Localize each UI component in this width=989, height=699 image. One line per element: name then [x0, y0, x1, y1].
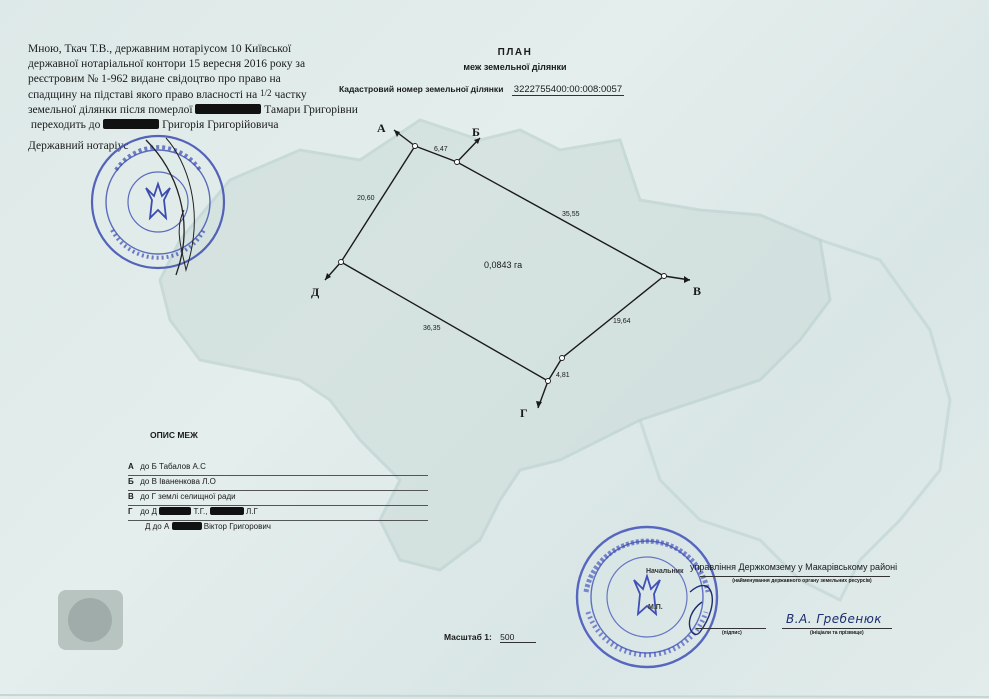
- cadastral-label: Кадастровий номер земельної ділянки: [339, 84, 504, 94]
- point-label-g: Г: [520, 406, 528, 420]
- plan-title: ПЛАН: [497, 47, 533, 58]
- redaction-bar: [172, 522, 202, 530]
- land-office-title: управління Держкомзему у Макарівському районі: [690, 562, 898, 572]
- notary-line-5a: земельної ділянки після померлої: [28, 104, 193, 117]
- notary-line-6a: переходить до: [30, 118, 101, 131]
- notary-line-5b: Тамари Григорівни: [264, 104, 358, 117]
- plan-subtitle: меж земельної ділянки: [463, 62, 567, 72]
- boundary-point: Б: [128, 477, 134, 486]
- land-office-seal-stamp: [572, 522, 722, 672]
- land-office-caption: (найменування державного органу земельних ресурсів): [732, 578, 872, 584]
- boundary-text: Д до А: [145, 522, 170, 531]
- redaction-bar: [159, 507, 191, 515]
- plot-area: 0,0843 га: [484, 260, 523, 270]
- boundary-text: Л.Г: [245, 507, 258, 516]
- boundary-point: В: [128, 492, 134, 501]
- mp-label: М.П.: [648, 604, 663, 611]
- scale-value: 500: [500, 632, 536, 643]
- boundary-text: Т.Г.,: [193, 507, 208, 516]
- redaction-bar: [210, 507, 244, 515]
- signature-line: [696, 628, 766, 629]
- notary-line-4b: частку: [274, 89, 307, 102]
- notary-line-6b: Григорія Григорійовича: [162, 118, 279, 131]
- segment-length-gd: 36,35: [423, 325, 441, 332]
- point-label-a: А: [377, 121, 386, 135]
- segment-length-g: 4,81: [556, 372, 570, 379]
- boundary-row: [128, 462, 428, 476]
- signer-name: В.А. Гребенюк: [786, 612, 883, 626]
- notary-line-2: державної нотаріальної контори 15 вересня 2016 року за: [28, 57, 306, 70]
- name-line: [782, 628, 892, 629]
- segment-length-bv: 35,55: [562, 211, 580, 218]
- segment-length-ab: 6,47: [434, 146, 448, 153]
- scale-row: [444, 632, 536, 643]
- boundary-point: Г: [128, 507, 133, 516]
- point-label-v: В: [693, 284, 702, 298]
- name-caption: (ініціали та прізвище): [810, 630, 864, 636]
- boundary-row: [128, 492, 428, 506]
- boundary-point: А: [128, 462, 134, 471]
- scale-label: Масштаб 1:: [444, 632, 492, 642]
- boundary-text: до Д: [140, 507, 157, 516]
- boundary-text: Віктор Григорович: [203, 522, 271, 531]
- signature-caption: (підпис): [722, 630, 742, 636]
- boundaries-title: ОПИС МЕЖ: [150, 430, 198, 440]
- head-label: Начальник: [646, 568, 684, 575]
- fraction-one-half: 1/2: [260, 88, 272, 99]
- boundary-row: [145, 522, 445, 536]
- notary-line-4a: спадщину на підставі якого право власності на: [28, 89, 258, 102]
- boundary-text: до Г землі селищної ради: [140, 492, 236, 501]
- boundary-row: [128, 477, 428, 491]
- point-label-b: Б: [472, 125, 480, 139]
- notary-line-3: реєстровим № 1-962 видане свідоцтво про право на: [28, 72, 281, 85]
- point-label-d: Д: [311, 285, 320, 299]
- segment-length-da: 20,60: [357, 195, 375, 202]
- head-title-underline: [700, 576, 890, 577]
- notary-signature-label: Державний нотаріус: [28, 140, 129, 152]
- boundary-text: до В Іваненкова Л.О: [140, 477, 216, 486]
- notary-line-1: Мною, Ткач Т.В., державним нотаріусом 10 Київської: [28, 43, 292, 55]
- boundary-row: [128, 507, 428, 521]
- boundary-text: до Б Табалов А.С: [140, 462, 206, 471]
- cadastral-number: 3222755400:00:008:0057: [513, 84, 623, 95]
- segment-length-vg: 19,64: [613, 318, 631, 325]
